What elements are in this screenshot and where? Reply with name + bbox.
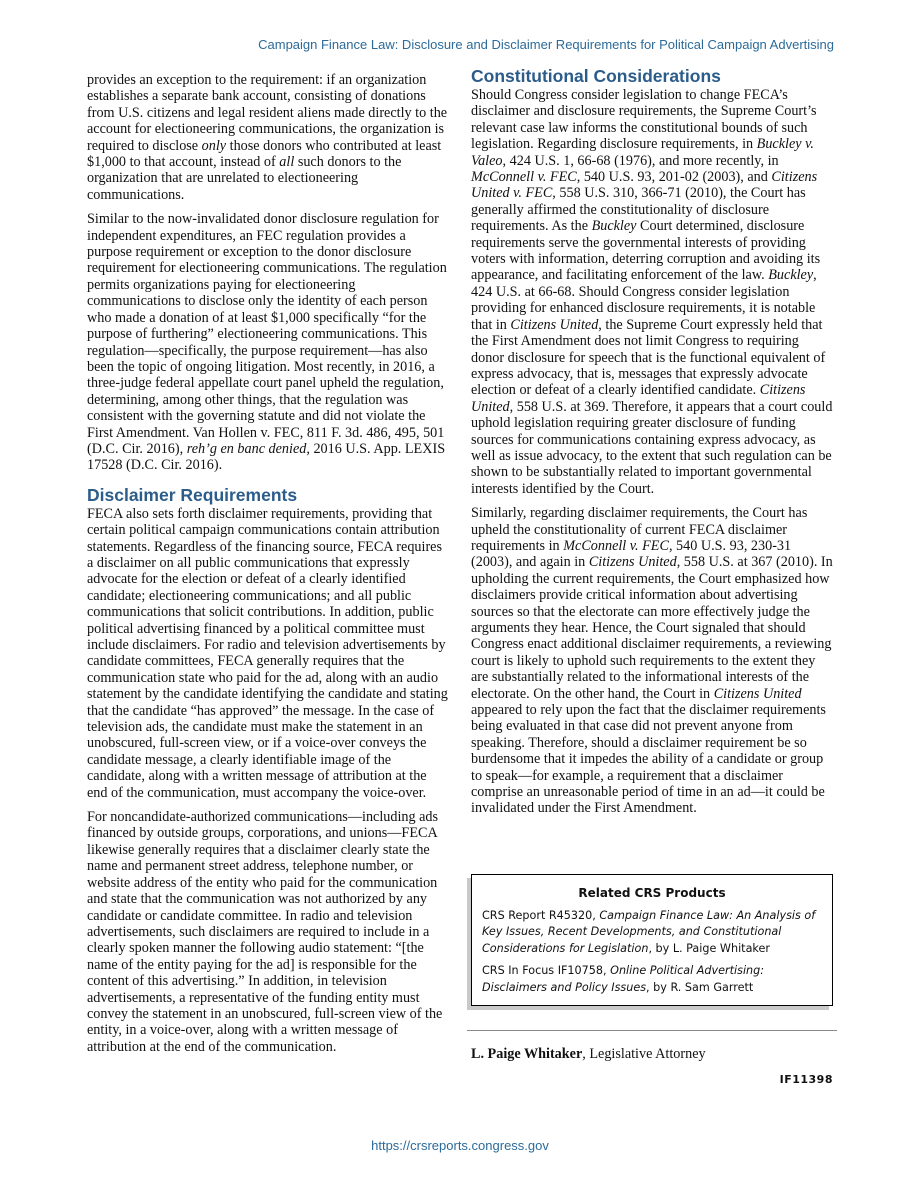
text-run: those donors who contributed at least $1,000 to that account, instead of bbox=[87, 137, 442, 171]
italic-text: Citizens United v. FEC bbox=[471, 169, 818, 202]
author-title: , Legislative Attorney bbox=[582, 1046, 706, 1062]
divider bbox=[467, 1030, 837, 1031]
italic-text: McConnell v. FEC bbox=[563, 537, 669, 554]
text-run: appeared to rely upon the fact that the disclaimer requirements being evaluated in that case did not prevent anyone from speaking. Therefore, should a disclaimer requirement be so burdensome that it impedes the ability of a candidate or group to speak—for example, a requirement that a disclaimer comprise an unreasonable period of time in an ad—it could be invalidated under the First Amendment. bbox=[471, 702, 826, 817]
text-run: Should Congress consider legislation to change FECA’s disclaimer and disclosure requirements, the Supreme Court’s relevant case law informs the constitutional bounds of such legislation. Regarding disclosure requirements, in bbox=[471, 87, 817, 153]
text-run: , 540 U.S. 93, 230-31 (2003), and again in bbox=[471, 537, 792, 571]
text-run: , 540 U.S. 93, 201-02 (2003), and bbox=[576, 169, 772, 186]
italic-text: Online Political Advertising: Disclaimers and Policy Issues bbox=[482, 964, 765, 994]
text-run: Similar to the now-invalidated donor disclosure regulation for independent expenditures, an FEC regulation provides a purpose requirement or exception to the donor disclosure requirement for electioneering communications. The regulation permits organizations paying for electioneering communications to disclose only the identity of each person who made a donation of at least $1,000 specifically “for the purpose of furthering” electioneering communications. This regulation—specifically, the purpose requirement—has also been the topic of ongoing litigation. Most recently, in 2016, a three-judge federal appellate court panel upheld the regulation, determining, among other things, that the regulation was consistent with the governing statute and did not violate the First Amendment. Van Hollen v. FEC, 811 F. 3d. 486, 495, 501 (D.C. Cir. 2016), bbox=[87, 211, 447, 457]
text-run: , by L. Paige Whitaker bbox=[648, 941, 770, 955]
italic-text: Buckley bbox=[768, 267, 814, 284]
text-run: CRS In Focus IF10758, bbox=[482, 964, 611, 977]
section-heading-disclaimer: Disclaimer Requirements bbox=[87, 484, 298, 505]
section-heading-constitutional: Constitutional Considerations bbox=[471, 66, 721, 86]
paragraph bbox=[87, 506, 449, 801]
related-products-box bbox=[471, 874, 833, 1006]
text-run: , 424 U.S. 1, 66-68 (1976), and more recently, in bbox=[502, 152, 779, 169]
italic-text: Buckley bbox=[591, 218, 637, 235]
italic-text: Campaign Finance Law: An Analysis of Key Issues, Recent Developments, and Constitutional Considerations for Legislation bbox=[482, 908, 816, 955]
author-name: L. Paige Whitaker bbox=[471, 1046, 583, 1062]
related-products-title: Related CRS Products bbox=[578, 886, 726, 900]
text-run: , the Supreme Court expressly held that the First Amendment does not limit Congress to requiring donor disclosure for speech that is the functional equivalent of express advocacy, that is, messages that expressly advocate election or defeat of a clearly identified candidate. bbox=[471, 316, 826, 399]
text-run: , 558 U.S. at 367 (2010). In upholding the current requirements, the Court emphasized how disclaimers provide critical information about advertising sources so that the electorate can more effectively judge the arguments they hear. Hence, the Court signaled that should Congress enact additional disclaimer requirements, a reviewing court is likely to uphold such requirements to the extent they are substantially related to the informational interests of the electorate. On the other hand, the Court in bbox=[471, 554, 833, 702]
text-run: , 558 U.S. at 369. Therefore, it appears that a court could uphold legislation requiring greater disclosure of funding sources for communications containing express advocacy, as well as issue advocacy, to the extent that such regulation can be shown to be substantially related to important governmental interests identified by the Court. bbox=[471, 398, 833, 497]
footer-url[interactable]: https://crsreports.congress.gov bbox=[371, 1138, 549, 1153]
italic-text: Citizens United bbox=[713, 685, 802, 702]
related-product-item bbox=[482, 963, 822, 996]
italic-text: Citizens United bbox=[510, 316, 599, 333]
paragraph bbox=[87, 211, 449, 474]
italic-text: Citizens United bbox=[588, 554, 677, 571]
text-run: , by R. Sam Garrett bbox=[646, 980, 754, 994]
right-column bbox=[471, 66, 833, 825]
text-run: Court determined, disclosure requirements serve the governmental interests of providing voters with information, deterring corruption and avoiding its appearance, and facilitating enforcement of the law. bbox=[471, 218, 821, 284]
text-run: Similarly, regarding disclaimer requirements, the Court has upheld the constitutionality of current FECA disclaimer requirements in bbox=[471, 505, 808, 554]
page-header: Campaign Finance Law: Disclosure and Disclaimer Requirements for Political Campaign Advertising bbox=[258, 37, 834, 52]
italic-text: only bbox=[201, 137, 227, 154]
report-id: IF11398 bbox=[779, 1073, 833, 1086]
related-product-item bbox=[482, 908, 822, 958]
italic-text: all bbox=[279, 154, 295, 171]
text-run: CRS Report R45320, bbox=[482, 908, 600, 922]
left-column bbox=[87, 72, 449, 1063]
paragraph bbox=[87, 809, 449, 1055]
text-run: , 424 U.S. at 66-68. Should Congress consider legislation providing for enhanced disclosure requirements, it is notable that in bbox=[471, 267, 817, 333]
text-run: provides an exception to the requirement: if an organization establishes a separate bank account, consisting of donations from U.S. citizens and legal resident aliens made directly to the account for electioneering communications, the organization is required to disclose bbox=[87, 72, 448, 154]
italic-text: Citizens United bbox=[471, 382, 806, 415]
paragraph bbox=[471, 505, 833, 817]
text-run: , 558 U.S. 310, 366-71 (2010), the Court has generally affirmed the constitutionality of disclosure requirements. As the bbox=[471, 185, 806, 235]
text-run: 2016 U.S. App. LEXIS 17528 (D.C. Cir. 2016). bbox=[87, 440, 446, 474]
author-line bbox=[471, 1046, 706, 1063]
italic-text: reh’g en banc denied, bbox=[186, 440, 310, 457]
paragraph bbox=[87, 72, 449, 203]
italic-text: McConnell v. FEC bbox=[471, 169, 577, 186]
text-run: FECA also sets forth disclaimer requirements, providing that certain political campaign communications contain attribution statements. Regardless of the financing source, FECA requires a disclaimer on all public communications that expressly advocate for the election or defeat of a clearly identified candidate; electioneering communications; and all public communications that solicit contributions. In addition, public political advertising financed by a political committee must include disclaimers. For radio and television advertisements by candidate committees, FECA generally requires that the communication state who paid for the ad, along with an audio statement by the candidate identifying the candidate and stating that the candidate “has approved” the message. In the case of television ads, the candidate must make the statement in an unobscured, full-screen view, or if a voice-over conveys the candidate message, a clearly identifiable image of the candidate, along with a written message of attribution at the end of the communication, must accompany the voice-over. bbox=[87, 505, 448, 801]
paragraph bbox=[471, 87, 833, 497]
text-run: For noncandidate-authorized communications—including ads financed by outside groups, corporations, and unions—FECA likewise generally requires that a disclaimer clearly state the name and permanent street address, telephone number, or website address of the entity who paid for the communication and state that the communication was not authorized by any candidate or candidate committee. In radio and television advertisements, such disclaimers are required to include in a clearly spoken manner the following audio statement: “[the name of the entity paying for the ad] is responsible for the content of this advertising.” In addition, in television advertisements, a representative of the funding entity must convey the statement in an unobscured, full-screen view of the entity, in a voice-over, along with a written message of attribution at the end of the communication. bbox=[87, 809, 443, 1055]
text-run: such donors to the organization that are unrelated to electioneering communications. bbox=[87, 154, 402, 203]
italic-text: Buckley v. Valeo bbox=[471, 136, 814, 169]
